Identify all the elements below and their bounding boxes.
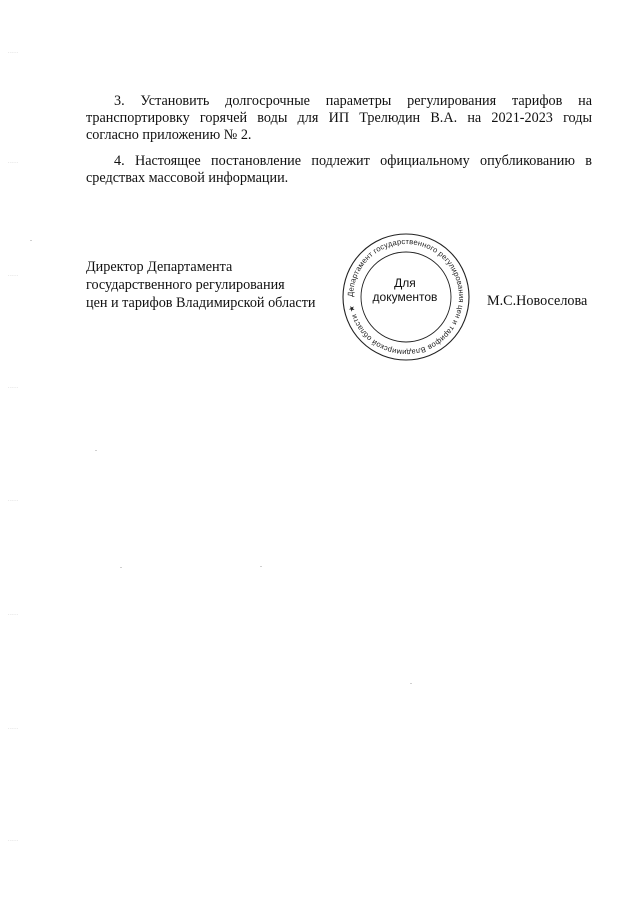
- scan-speck: [95, 450, 97, 451]
- scan-speck: [120, 567, 122, 568]
- signatory-position: [86, 258, 316, 312]
- signatory-position-line: цен и тарифов Владимирской области: [86, 295, 316, 311]
- paragraph-3-line: транспортировку горячей воды для ИП Трелюдин В.А. на 2021-2023 годы: [86, 110, 592, 126]
- seal-center-line: Для: [394, 276, 416, 290]
- paragraph-3: [86, 93, 592, 144]
- margin-mark: ·····: [8, 612, 19, 618]
- signatory-position-line: государственного регулирования: [86, 277, 285, 293]
- margin-mark: ·····: [8, 50, 19, 56]
- seal-center-line: документов: [372, 290, 438, 304]
- paragraph-3-line: 3. Установить долгосрочные параметры регулирования тарифов на: [114, 93, 592, 109]
- margin-mark: ·····: [8, 838, 19, 844]
- margin-mark: ·····: [8, 273, 19, 279]
- seal-ring-text: Департамент государственного регулирования цен и тарифов Владимирской области ★: [345, 236, 467, 358]
- paragraph-4-line: средствах массовой информации.: [86, 170, 289, 186]
- paragraph-4: [86, 153, 592, 187]
- seal-center-text: [359, 266, 451, 314]
- signatory-position-line: Директор Департамента: [86, 259, 233, 275]
- scan-speck: [260, 566, 262, 567]
- margin-mark: ·····: [8, 385, 19, 391]
- margin-mark: ·····: [8, 160, 19, 166]
- margin-mark: ·····: [8, 726, 19, 732]
- paragraph-3-line: согласно приложению № 2.: [86, 127, 252, 143]
- margin-mark: ·····: [8, 498, 19, 504]
- signer-name: М.С.Новоселова: [487, 293, 588, 309]
- scan-speck: [410, 683, 412, 684]
- paragraph-4-line: 4. Настоящее постановление подлежит официальному опубликованию в: [114, 153, 592, 169]
- scan-speck: [30, 240, 32, 241]
